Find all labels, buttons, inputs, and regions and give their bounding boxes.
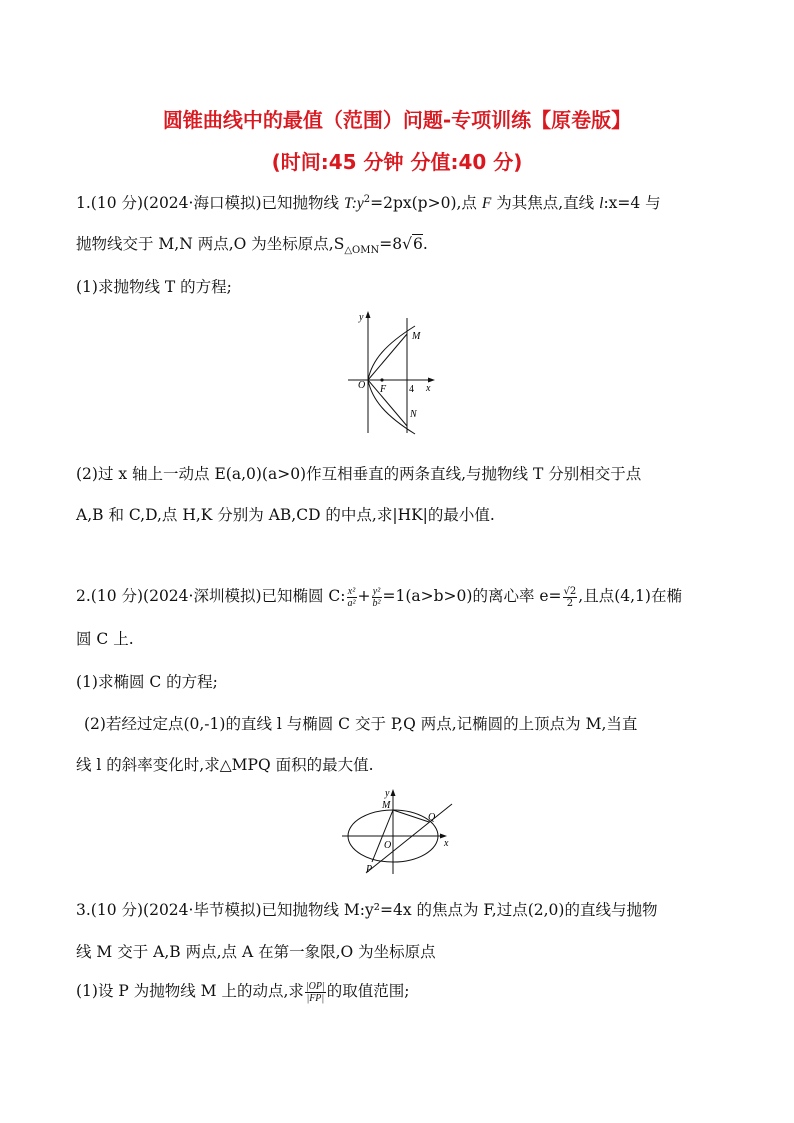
- label-N: N: [410, 409, 417, 420]
- q2-stem-line2: 圆 C 上.: [76, 630, 134, 648]
- label-F: F: [380, 384, 387, 395]
- q3-stem-line2: 线 M 交于 A,B 两点,点 A 在第一象限,O 为坐标原点: [76, 943, 436, 961]
- frac-sqrt2-2: $\frac{√2}{2}$: [563, 585, 577, 609]
- segment-OM: [368, 334, 407, 380]
- label-x: x: [444, 838, 449, 849]
- q2-stem-line1: 2.(10 分)(2024·深圳模拟)已知椭圆 C: $\frac{\text{x²}}{\text{a²}}$ + $\frac{\text{y²}}{\text{b²}}$ =1(a>b>0)的离心率 e= $\frac{√2}{2}$ ,且点(4,1)在椭: [76, 585, 682, 609]
- frac-y2-b2: $\frac{\text{y²}}{\text{b²}}$: [372, 585, 381, 609]
- q2-part1: (1)求椭圆 C 的方程;: [76, 673, 218, 691]
- label-M: M: [412, 331, 421, 342]
- q1-stem-line1: 1.(10 分)(2024·海口模拟)已知抛物线 $T:y^2=2px(p>0)$,点 F 为其焦点,直线 l:x=4 与: [76, 193, 661, 212]
- q2-ellipse-figure: [336, 784, 460, 876]
- segment-ON: [368, 380, 407, 426]
- label-M: M: [382, 800, 391, 811]
- q3-stem-line1: 3.(10 分)(2024·毕节模拟)已知抛物线 M:y²=4x 的焦点为 F,过点(2,0)的直线与抛物: [76, 901, 658, 919]
- frac-x2-a2: $\frac{\text{x²}}{\text{a²}}$: [347, 585, 356, 609]
- q1-part2-line1: (2)过 x 轴上一动点 E(a,0)(a>0)作互相垂直的两条直线,与抛物线 T 分别相交于点: [76, 465, 642, 483]
- q3-part1: (1)设 P 为抛物线 M 上的动点,求 $\frac{|OP|}{|FP|}$ 的取值范围;: [76, 980, 410, 1004]
- focus-point: [380, 378, 383, 381]
- page-subtitle: (时间:45 分钟 分值:40 分): [271, 150, 523, 174]
- label-Q: Q: [428, 812, 436, 823]
- line-l: [366, 804, 452, 873]
- x-axis-arrow: [428, 378, 435, 383]
- page-title: 圆锥曲线中的最值（范围）问题-专项训练【原卷版】: [162, 108, 632, 132]
- y-axis-arrow: [366, 311, 371, 318]
- q1-parabola-figure: [340, 308, 440, 438]
- label-P: P: [366, 864, 373, 875]
- label-y: y: [359, 312, 364, 323]
- q1-stem-line2: 抛物线交于 M,N 两点,O 为坐标原点$,S_{\triangle OMN}=8√6$.: [76, 235, 428, 257]
- q2-part2-line2: 线 l 的斜率变化时,求△MPQ 面积的最大值.: [76, 756, 374, 774]
- q1-part2-line2: A,B 和 C,D,点 H,K 分别为 AB,CD 的中点,求|HK|的最小值.: [76, 506, 495, 524]
- y-axis-arrow: [391, 789, 396, 796]
- label-y: y: [385, 788, 390, 799]
- label-4: 4: [409, 384, 414, 395]
- q2-part2-line1: (2)若经过定点(0,-1)的直线 l 与椭圆 C 交于 P,Q 两点,记椭圆的上顶点为 M,当直: [84, 715, 638, 733]
- q1-part1: (1)求抛物线 T 的方程;: [76, 278, 232, 296]
- label-x: x: [426, 383, 431, 394]
- label-O: O: [358, 380, 366, 391]
- label-O: O: [384, 840, 392, 851]
- frac-OP-FP: $\frac{|OP|}{|FP|}$: [305, 980, 325, 1004]
